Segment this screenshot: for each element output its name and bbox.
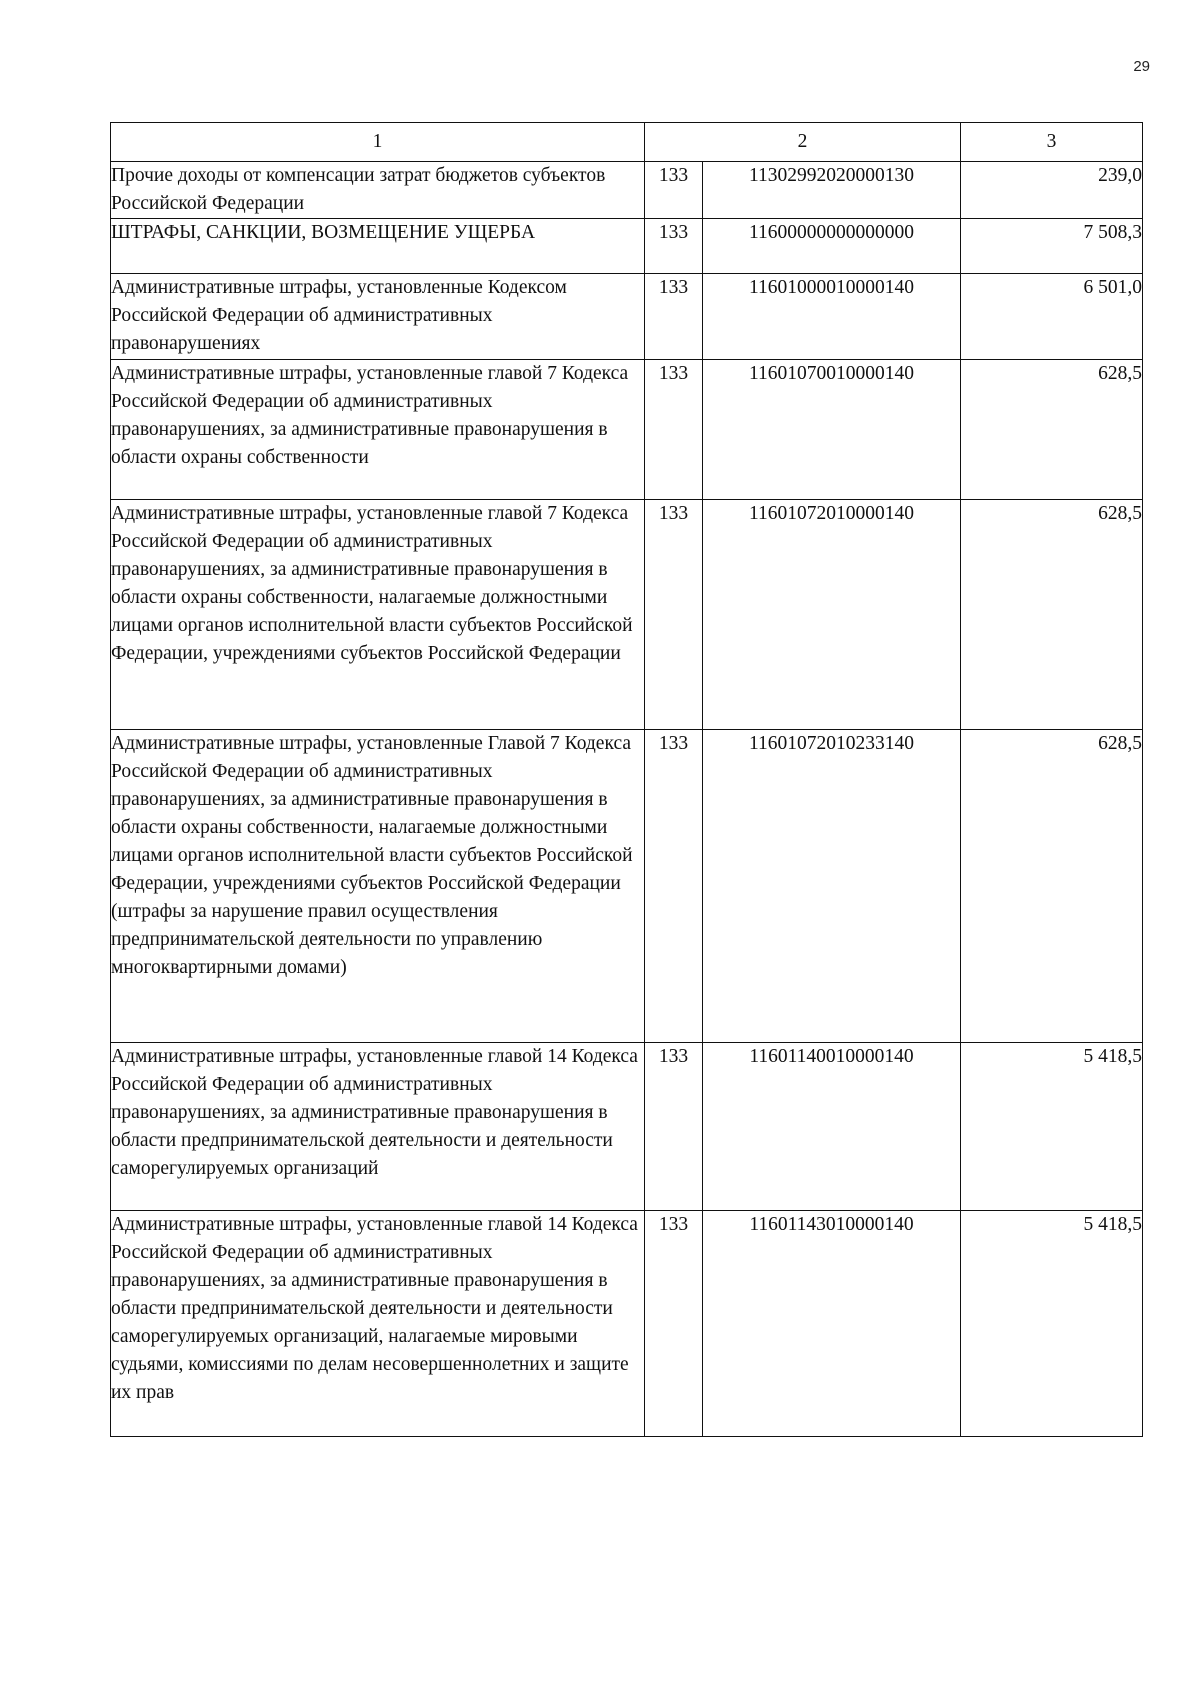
budget-table bbox=[110, 122, 1143, 1437]
row-name: ШТРАФЫ, САНКЦИИ, ВОЗМЕЩЕНИЕ УЩЕРБА bbox=[111, 219, 645, 274]
row-admin-code: 133 bbox=[645, 219, 703, 274]
table-row bbox=[111, 730, 1143, 1043]
table-row bbox=[111, 162, 1143, 219]
row-name: Административные штрафы, установленные главой 7 Кодекса Российской Федерации об административных правонарушениях, за административные правонарушения в области охраны собственности bbox=[111, 360, 645, 500]
row-sum: 628,5 bbox=[961, 360, 1143, 500]
row-budget-code: 11601000010000140 bbox=[703, 274, 961, 360]
row-name: Административные штрафы, установленные главой 7 Кодекса Российской Федерации об административных правонарушениях, за административные правонарушения в области охраны собственности, налагаемые должностными лицами органов исполнительной власти субъектов Российской Федерации, учреждениями субъектов Российской Федерации bbox=[111, 500, 645, 730]
header-col-3: 3 bbox=[961, 123, 1143, 162]
row-budget-code: 11601143010000140 bbox=[703, 1211, 961, 1437]
row-name: Административные штрафы, установленные Главой 7 Кодекса Российской Федерации об административных правонарушениях, за административные правонарушения в области охраны собственности, налагаемые должностными лицами органов исполнительной власти субъектов Российской Федерации, учреждениями субъектов Российской Федерации (штрафы за нарушение правил осуществления предпринимательской деятельности по управлению многоквартирными домами) bbox=[111, 730, 645, 1043]
row-sum: 7 508,3 bbox=[961, 219, 1143, 274]
header-col-2: 2 bbox=[645, 123, 961, 162]
row-name: Прочие доходы от компенсации затрат бюджетов субъектов Российской Федерации bbox=[111, 162, 645, 219]
row-admin-code: 133 bbox=[645, 1043, 703, 1211]
table-row bbox=[111, 500, 1143, 730]
row-budget-code: 11601072010233140 bbox=[703, 730, 961, 1043]
header-col-1: 1 bbox=[111, 123, 645, 162]
row-admin-code: 133 bbox=[645, 274, 703, 360]
header-row bbox=[111, 123, 1143, 162]
row-budget-code: 11600000000000000 bbox=[703, 219, 961, 274]
row-admin-code: 133 bbox=[645, 730, 703, 1043]
table-row bbox=[111, 219, 1143, 274]
row-sum: 628,5 bbox=[961, 730, 1143, 1043]
row-sum: 5 418,5 bbox=[961, 1211, 1143, 1437]
row-name: Административные штрафы, установленные Кодексом Российской Федерации об административных правонарушениях bbox=[111, 274, 645, 360]
row-budget-code: 11601072010000140 bbox=[703, 500, 961, 730]
row-name: Административные штрафы, установленные главой 14 Кодекса Российской Федерации об административных правонарушениях, за административные правонарушения в области предпринимательской деятельности и деятельности саморегулируемых организаций bbox=[111, 1043, 645, 1211]
row-admin-code: 133 bbox=[645, 1211, 703, 1437]
table-row bbox=[111, 1043, 1143, 1211]
page-number: 29 bbox=[1133, 58, 1150, 75]
row-admin-code: 133 bbox=[645, 162, 703, 219]
table-row bbox=[111, 360, 1143, 500]
row-name: Административные штрафы, установленные главой 14 Кодекса Российской Федерации об административных правонарушениях, за административные правонарушения в области предпринимательской деятельности и деятельности саморегулируемых организаций, налагаемые мировыми судьями, комиссиями по делам несовершеннолетних и защите их прав bbox=[111, 1211, 645, 1437]
row-admin-code: 133 bbox=[645, 360, 703, 500]
row-budget-code: 11601070010000140 bbox=[703, 360, 961, 500]
row-sum: 5 418,5 bbox=[961, 1043, 1143, 1211]
row-budget-code: 11601140010000140 bbox=[703, 1043, 961, 1211]
row-budget-code: 11302992020000130 bbox=[703, 162, 961, 219]
table-row bbox=[111, 1211, 1143, 1437]
row-sum: 6 501,0 bbox=[961, 274, 1143, 360]
row-admin-code: 133 bbox=[645, 500, 703, 730]
row-sum: 628,5 bbox=[961, 500, 1143, 730]
table-row bbox=[111, 274, 1143, 360]
row-sum: 239,0 bbox=[961, 162, 1143, 219]
